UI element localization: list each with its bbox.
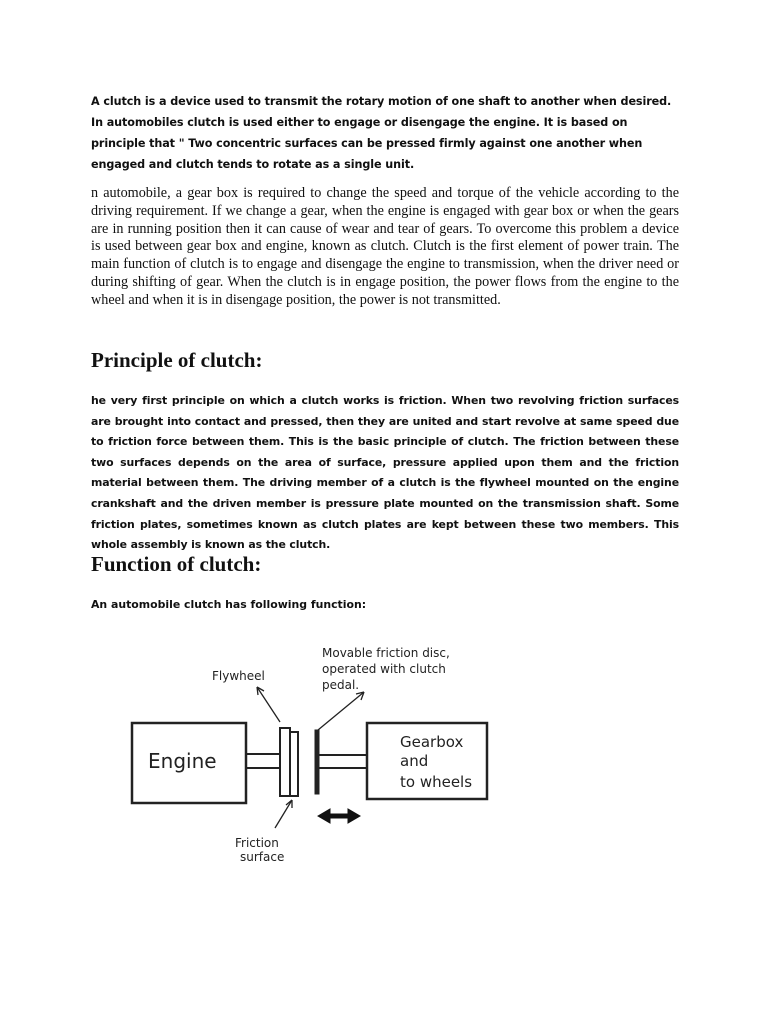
movement-double-arrow (318, 809, 360, 823)
automobile-paragraph: n automobile, a gear box is required to change the speed and torque of the vehicle according to the driving requirement. If we change a gear, when the engine is engaged with gear box or when the gears are in running position then it can cause of wear and tear of gears. To overcome this problem a device is used between gear box and engine, known as clutch. Clutch is the first element of power train. The main function of clutch is to engage and disengage the engine to transmission, when the driver need or during shifting of gear. When the clutch is in engage position, the power flows from the engine to the wheel and when it is in disengage position, the power is not transmitted. (91, 185, 679, 308)
movable-disc-label-line2: operated with clutch (322, 662, 446, 676)
friction-label-line1: Friction (235, 836, 279, 850)
gearbox-label-line2: and (400, 752, 429, 770)
clutch-diagram (120, 630, 520, 880)
gearbox-label-line1: Gearbox (400, 733, 464, 751)
flywheel-arrow (257, 687, 280, 722)
engine-shaft (246, 754, 280, 768)
friction-label-line2: surface (240, 850, 285, 864)
principle-paragraph: he very first principle on which a clutch works is friction. When two revolving friction surfaces are brought into contact and pressed, then they are united and start revolve at same speed due to friction force between them. This is the basic principle of clutch. The friction between these two surfaces depends on the area of surface, pressure applied upon them and the friction material between them. The driving member of a clutch is the flywheel mounted on the engine crankshaft and the driven member is pressure plate mounted on the transmission shaft. Some friction plates, sometimes known as clutch plates are kept between these two members. This whole assembly is known as the clutch. (91, 394, 679, 552)
movable-friction-disc (315, 730, 319, 794)
friction-arrow (275, 800, 292, 828)
flywheel-arrowhead (257, 687, 264, 695)
gearbox-label-line3: to wheels (400, 773, 473, 791)
intro-paragraph: A clutch is a device used to transmit the rotary motion of one shaft to another when desired. In automobiles clutch is used either to engage or disengage the engine. It is based on principle that " Two concentric surfaces can be pressed firmly against one another when engaged and clutch tends to rotate as a single unit. (91, 95, 672, 171)
function-heading: Function of clutch: (91, 552, 262, 576)
engine-label: Engine (148, 749, 217, 773)
movable-disc-arrow (318, 692, 364, 730)
principle-heading: Principle of clutch: (91, 348, 263, 372)
movable-disc-label-line3: pedal. (322, 678, 360, 692)
flywheel (280, 728, 290, 796)
flywheel-label: Flywheel (212, 669, 265, 683)
movable-disc-label-line1: Movable friction disc, (322, 646, 450, 660)
function-paragraph: An automobile clutch has following function: (91, 598, 367, 611)
friction-surface-plate (290, 732, 298, 796)
